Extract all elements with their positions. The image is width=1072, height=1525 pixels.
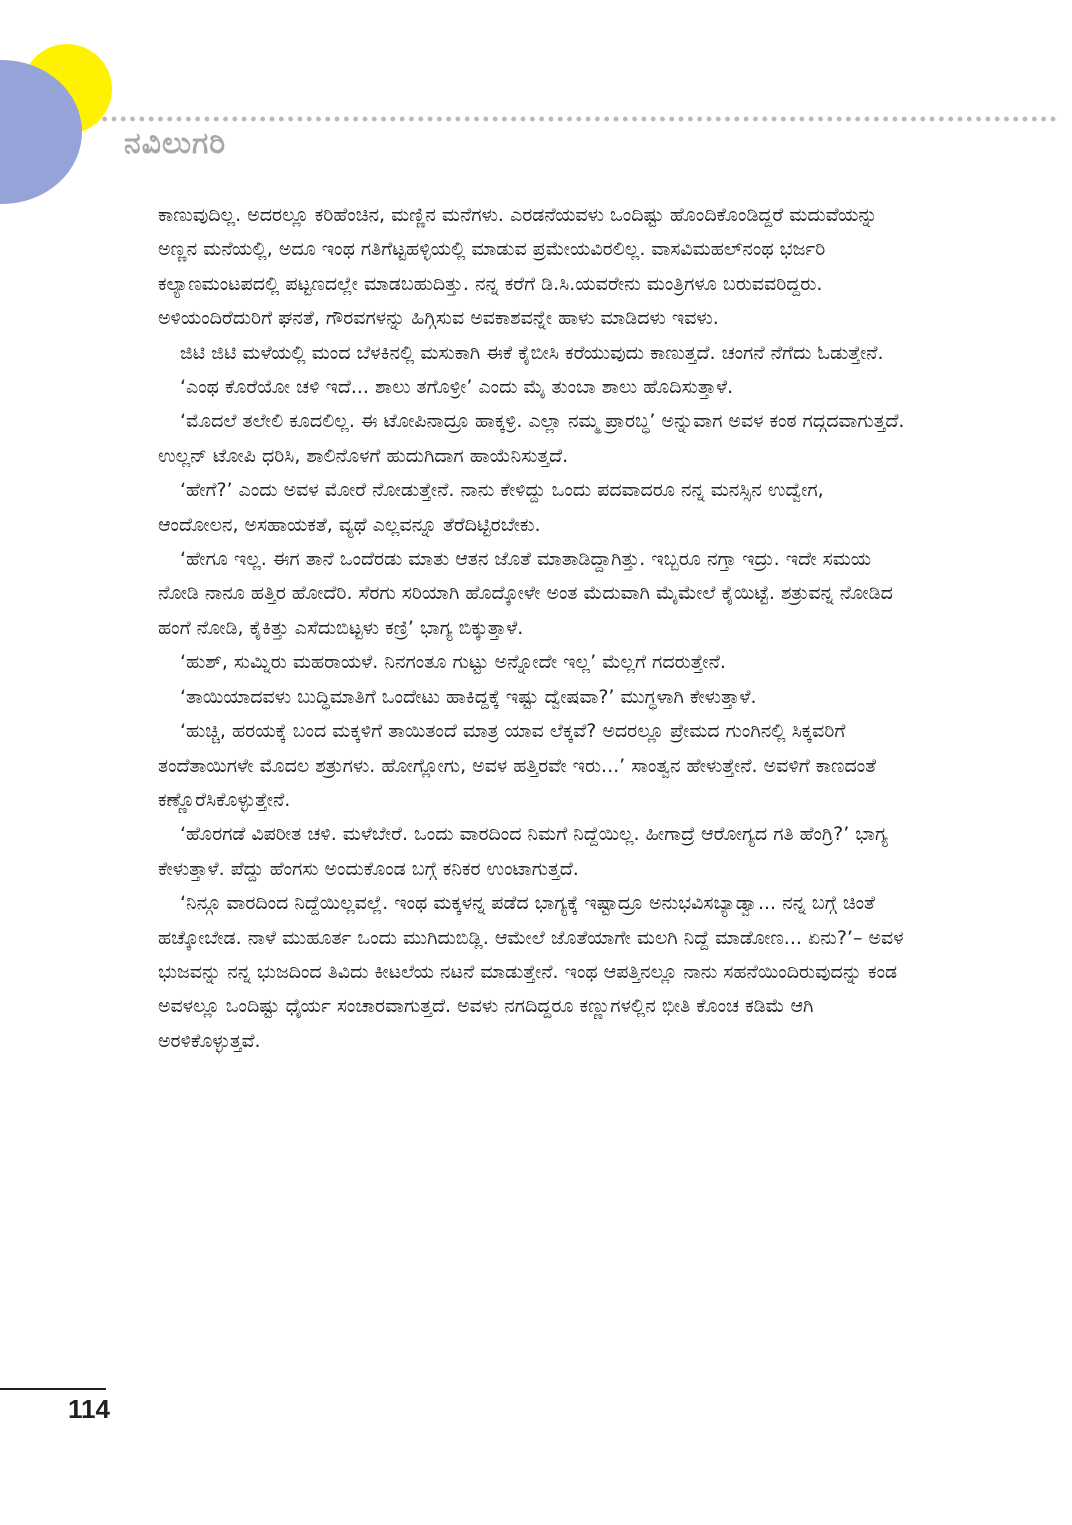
- paragraph: ‘ಹುಚ್ಚಿ, ಹರಯಕ್ಕೆ ಬಂದ ಮಕ್ಕಳಿಗೆ ತಾಯಿತಂದೆ ಮಾತ್ರ ಯಾವ ಲೆಕ್ಕವೆ? ಅದರಲ್ಲೂ ಪ್ರೇಮದ ಗುಂಗಿನಲ್ಲಿ ಸಿಕ್ಕವರಿಗೆ ತಂದೆತಾಯಿಗಳೇ ಮೊದಲ ಶತ್ರುಗಳು. ಹೋಗ್ಲೋಗು, ಅವಳ ಹತ್ತಿರವೇ ಇರು...’ ಸಾಂತ್ವನ ಹೇಳುತ್ತೇನೆ. ಅವಳಿಗೆ ಕಾಣದಂತೆ ಕಣ್ಣೊರೆಸಿಕೊಳ್ಳುತ್ತೇನೆ.: [158, 720, 877, 811]
- paragraph: ‘ಹುಶ್, ಸುಮ್ನಿರು ಮಹರಾಯಳೆ. ನಿನಗಂತೂ ಗುಟ್ಟು ಅನ್ನೋದೇ ಇಲ್ಲ’ ಮೆಲ್ಲಗೆ ಗದರುತ್ತೇನೆ.: [180, 651, 726, 674]
- paragraph: ‘ಹೇಗೂ ಇಲ್ಲ. ಈಗ ತಾನೆ ಒಂದೆರಡು ಮಾತು ಆತನ ಜೊತೆ ಮಾತಾಡಿದ್ದಾಗಿತ್ತು. ಇಬ್ಬರೂ ನಗ್ತಾ ಇದ್ರು. ಇದೇ ಸಮಯ ನೋಡಿ ನಾನೂ ಹತ್ತಿರ ಹೋದೆರಿ. ಸೆರಗು ಸರಿಯಾಗಿ ಹೊದ್ಕೋಳೇ ಅಂತ ಮೆದುವಾಗಿ ಮೈಮೇಲೆ ಕೈಯಿಟ್ಟೆ. ಶತ್ರುವನ್ನ ನೋಡಿದ ಹಂಗೆ ನೋಡಿ, ಕೈಕಿತ್ತು ಎಸೆದುಬಿಟ್ಟಳು ಕಣ್ರಿ’ ಭಾಗ್ಯ ಬಿಕ್ಕುತ್ತಾಳೆ.: [158, 548, 893, 639]
- paragraph: ‘ನಿನ್ಗೂ ವಾರದಿಂದ ನಿದ್ದೆಯಿಲ್ಲವಲ್ಲೆ. ಇಂಥ ಮಕ್ಕಳನ್ನ ಪಡೆದ ಭಾಗ್ಯಕ್ಕೆ ಇಷ್ಟಾದ್ರೂ ಅನುಭವಿಸಬ್ಯಾಡ್ವಾ... ನನ್ನ ಬಗ್ಗೆ ಚಿಂತೆ ಹಚ್ಕೋಬೇಡ. ನಾಳೆ ಮುಹೂರ್ತ ಒಂದು ಮುಗಿದುಬಿಡ್ಲಿ. ಆಮೇಲೆ ಜೊತೆಯಾಗೇ ಮಲಗಿ ನಿದ್ದೆ ಮಾಡೋಣ... ಏನು?’– ಅವಳ ಭುಜವನ್ನು ನನ್ನ ಭುಜದಿಂದ ತಿವಿದು ಕೀಟಲೆಯ ನಟನೆ ಮಾಡುತ್ತೇನೆ. ಇಂಥ ಆಪತ್ತಿನಲ್ಲೂ ನಾನು ಸಹನೆಯಿಂದಿರುವುದನ್ನು ಕಂಡ ಅವಳಲ್ಲೂ ಒಂದಿಷ್ಟು ಧೈರ್ಯ ಸಂಚಾರವಾಗುತ್ತದೆ. ಅವಳು ನಗದಿದ್ದರೂ ಕಣ್ಣುಗಳಲ್ಲಿನ ಭೀತಿ ಕೊಂಚ ಕಡಿಮೆ ಆಗಿ ಅರಳಿಕೊಳ್ಳುತ್ತವೆ.: [158, 892, 904, 1052]
- paragraph: ‘ತಾಯಿಯಾದವಳು ಬುದ್ಧಿಮಾತಿಗೆ ಒಂದೇಟು ಹಾಕಿದ್ದಕ್ಕೆ ಇಷ್ಟು ದ್ವೇಷವಾ?’ ಮುಗ್ಧಳಾಗಿ ಕೇಳುತ್ತಾಳೆ.: [180, 685, 757, 708]
- paragraph: ‘ಹೇಗೆ?’ ಎಂದು ಅವಳ ಮೋರೆ ನೋಡುತ್ತೇನೆ. ನಾನು ಕೇಳಿದ್ದು ಒಂದು ಪದವಾದರೂ ನನ್ನ ಮನಸ್ಸಿನ ಉದ್ವೇಗ, ಆಂದೋಲನ, ಅಸಹಾಯಕತೆ, ವ್ಯಥೆ ಎಲ್ಲವನ್ನೂ ತೆರೆದಿಟ್ಟಿರಬೇಕು.: [158, 479, 824, 536]
- page-number-rule: [0, 1388, 106, 1390]
- dotted-rule: [100, 114, 1060, 124]
- paragraph: ‘ಎಂಥ ಕೊರೆಯೋ ಚಳಿ ಇದೆ... ಶಾಲು ತಗೊಳ್ರೀ’ ಎಂದು ಮೈ ತುಂಬಾ ಶಾಲು ಹೊದಿಸುತ್ತಾಳೆ.: [180, 376, 734, 399]
- body-text: [158, 198, 908, 1058]
- page-number: 114: [68, 1394, 110, 1424]
- book-title: ನವಿಲುಗರಿ: [124, 126, 227, 161]
- paragraph: ಕಾಣುವುದಿಲ್ಲ. ಅದರಲ್ಲೂ ಕರಿಹೆಂಚಿನ, ಮಣ್ಣಿನ ಮನೆಗಳು. ಎರಡನೆಯವಳು ಒಂದಿಷ್ಟು ಹೊಂದಿಕೊಂಡಿದ್ದರೆ ಮದುವೆಯನ್ನು ಅಣ್ಣನ ಮನೆಯಲ್ಲಿ, ಅದೂ ಇಂಥ ಗತಿಗೆಟ್ಟಹಳ್ಳಿಯಲ್ಲಿ ಮಾಡುವ ಪ್ರಮೇಯವಿರಲಿಲ್ಲ. ವಾಸವಿಮಹಲ್‌ನಂಥ ಭರ್ಜರಿ ಕಲ್ಯಾಣಮಂಟಪದಲ್ಲಿ ಪಟ್ಟಣದಲ್ಲೇ ಮಾಡಬಹುದಿತ್ತು. ನನ್ನ ಕರೆಗೆ ಡಿ.ಸಿ.ಯವರೇನು ಮಂತ್ರಿಗಳೂ ಬರುವವರಿದ್ದರು. ಅಳಿಯಂದಿರೆದುರಿಗೆ ಘನತೆ, ಗೌರವಗಳನ್ನು ಹಿಗ್ಗಿಸುವ ಅವಕಾಶವನ್ನೇ ಹಾಳು ಮಾಡಿದಳು ಇವಳು.: [158, 204, 878, 330]
- paragraph: ಜಿಟಿ ಜಿಟಿ ಮಳೆಯಲ್ಲಿ ಮಂದ ಬೆಳಕಿನಲ್ಲಿ ಮಸುಕಾಗಿ ಈಕೆ ಕೈಬೀಸಿ ಕರೆಯುವುದು ಕಾಣುತ್ತದೆ. ಚಂಗನೆ ನೆಗೆದು ಓಡುತ್ತೇನೆ.: [180, 341, 884, 364]
- paragraph: ‘ಹೊರಗಡೆ ವಿಪರೀತ ಚಳಿ. ಮಳೆಬೇರೆ. ಒಂದು ವಾರದಿಂದ ನಿಮಗೆ ನಿದ್ದೆಯಿಲ್ಲ. ಹೀಗಾದ್ರೆ ಆರೋಗ್ಯದ ಗತಿ ಹೆಂಗ್ರಿ?’ ಭಾಗ್ಯ ಕೇಳುತ್ತಾಳೆ. ಪೆದ್ದು ಹೆಂಗಸು ಅಂದುಕೊಂಡ ಬಗ್ಗೆ ಕನಿಕರ ಉಂಟಾಗುತ್ತದೆ.: [158, 823, 888, 880]
- paragraph: ‘ಮೊದಲೆ ತಲೇಲಿ ಕೂದಲಿಲ್ಲ. ಈ ಟೋಪಿನಾದ್ರೂ ಹಾಕ್ಕಳ್ರಿ. ಎಲ್ಲಾ ನಮ್ಮ ಪ್ರಾರಬ್ಧ’ ಅನ್ನುವಾಗ ಅವಳ ಕಂಠ ಗದ್ಗದವಾಗುತ್ತದೆ. ಉಲ್ಲನ್ ಟೋಪಿ ಧರಿಸಿ, ಶಾಲಿನೊಳಗೆ ಹುದುಗಿದಾಗ ಹಾಯೆನಿಸುತ್ತದೆ.: [158, 410, 905, 467]
